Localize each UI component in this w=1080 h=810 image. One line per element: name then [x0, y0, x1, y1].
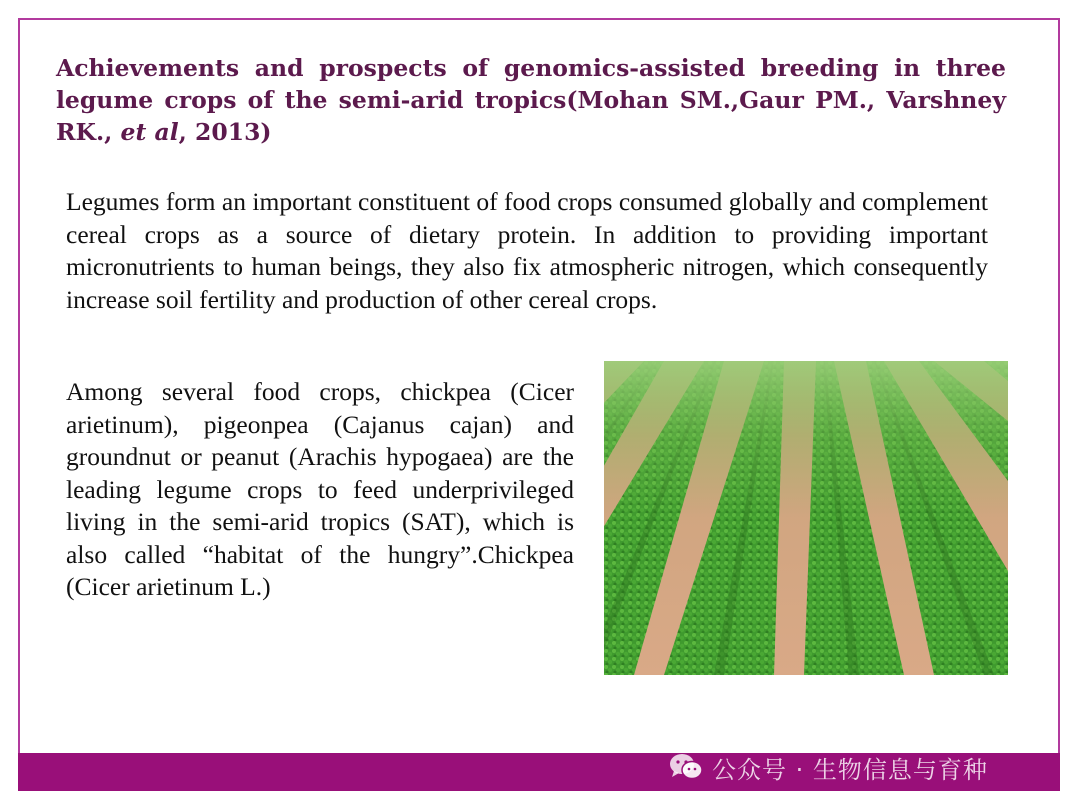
watermark-text: 公众号 · 生物信息与育种	[712, 755, 988, 784]
title-et-al: et al	[120, 118, 179, 146]
wechat-icon	[668, 752, 704, 782]
title-year: , 2013)	[178, 118, 272, 146]
slide-title	[56, 52, 1006, 148]
intro-paragraph: Legumes form an important constituent of food crops consumed globally and complement cereal crops as a source of dietary protein. In addition to providing important micronutrients to human beings, they also fix atmospheric nitrogen, which consequently increase soil fertility and production of other cereal crops.	[66, 187, 988, 314]
watermark	[668, 750, 988, 784]
crop-field-photo	[604, 361, 1008, 675]
title-main: Achievements and prospects of genomics-assisted breeding in three legume crops of the semi-arid tropics(Mohan SM.,Gaur PM., Varshney RK.,	[56, 54, 1006, 146]
crops-paragraph: Among several food crops, chickpea (Cicer arietinum), pigeonpea (Cajanus cajan) and groundnut or peanut (Arachis hypogaea) are the leading legume crops to feed underprivileged living in the semi-arid tropics (SAT), which is also called “habitat of the hungry”.Chickpea (Cicer arietinum L.)	[66, 377, 574, 601]
